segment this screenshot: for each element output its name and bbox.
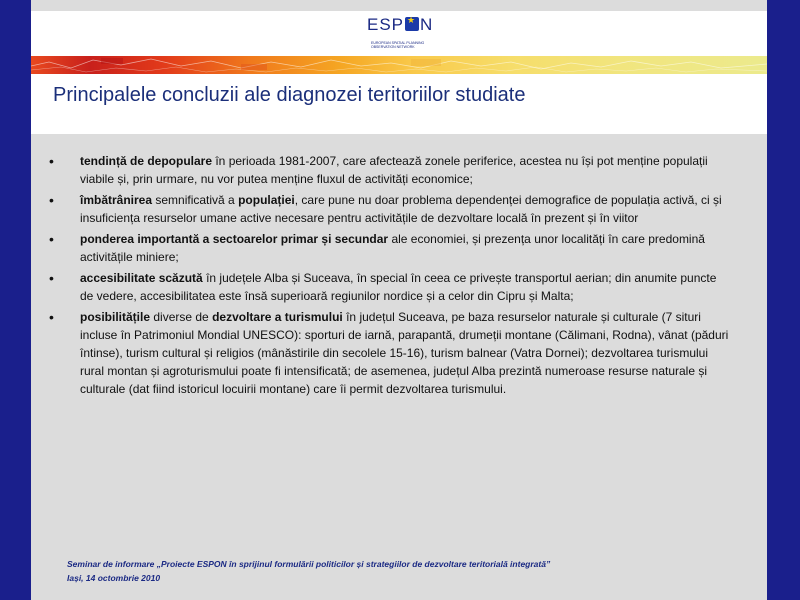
europe-map-banner <box>31 56 767 74</box>
list-item <box>49 152 729 188</box>
title-band <box>31 74 767 134</box>
conclusions-list <box>49 152 729 401</box>
bullet-text: semnificativă a <box>152 193 239 207</box>
page-title: Principalele concluzii ale diagnozei teritoriilor studiate <box>53 84 526 106</box>
logo-text-right: N <box>420 15 434 34</box>
bullet-emphasis: tendință de depopulare <box>80 154 213 168</box>
bullet-text: diverse de <box>150 310 213 324</box>
header <box>31 11 767 56</box>
logo-wordmark <box>367 15 433 35</box>
logo-subtitle <box>371 41 443 49</box>
slide <box>31 0 767 600</box>
list-item <box>49 230 729 266</box>
logo-text-left: ESP <box>367 15 405 34</box>
bullet-text: în județele Alba și Suceava, în special în ceea ce privește transportul aerian; din anumite puncte de vedere, accesibilitatea este însă superioară regiunilor nordice și a celor din Cipru și Malta; <box>80 271 717 303</box>
logo-subtitle-line1: EUROPEAN SPATIAL PLANNING <box>371 41 425 45</box>
bullet-text: în perioada 1981-2007, care afectează zonele periferice, acestea nu își pot menține populații viabile și, prin urmare, nu vor putea menține fluxul de activități economice; <box>80 154 708 186</box>
top-bar <box>31 0 767 11</box>
espon-logo <box>367 15 439 55</box>
bullet-emphasis: accesibilitate scăzută <box>80 271 203 285</box>
bullet-emphasis: ponderea importantă a sectoarelor primar și secundar <box>80 232 389 246</box>
bullet-emphasis-2: populației <box>238 193 295 207</box>
list-item <box>49 269 729 305</box>
bullet-text-2: în județul Suceava, pe baza resurselor naturale și culturale (7 situri incluse în Patrimoniul Mondial UNESCO): sporturi de iarnă, parapantă, drumeții montane (Călimani, Rodna), vânat (păduri întinse), turism cultural și religios (mânăstirile din secolele 15-16), turism balnear (Vatra Dornei); dezvoltarea turismului rural montan și agroturismului poate fi intensificată; de asemenea, județul Alba prezintă numeroase resurse naturale și culturale (dat fiind istoricul locuirii montane) care îi permit dezvoltarea turismului. <box>80 310 729 396</box>
list-item <box>49 191 729 227</box>
footer <box>31 559 767 600</box>
footer-date: Iași, 14 octombrie 2010 <box>67 573 161 583</box>
list-item <box>49 308 729 398</box>
footer-seminar-title: Seminar de informare „Proiecte ESPON în sprijinul formulării politicilor și strategiilor de dezvoltare teritorială integrată” <box>67 559 551 569</box>
eu-flag-icon <box>405 17 419 31</box>
bullet-emphasis: îmbătrânirea <box>80 193 153 207</box>
content-area <box>31 134 767 564</box>
bullet-text: ale economiei, și prezența unor localități în care predomină activitățile miniere; <box>80 232 705 264</box>
bullet-text-2: , care pune nu doar problema dependenței demografice de populația activă, ci și insuficiența resurselor umane active necesare pentru activitățile de dezvoltare locală în prezent și în viitor <box>80 193 722 225</box>
bullet-emphasis: posibilitățile <box>80 310 151 324</box>
bullet-emphasis-2: dezvoltare a turismului <box>212 310 343 324</box>
logo-subtitle-line2: OBSERVATION NETWORK <box>371 45 415 49</box>
